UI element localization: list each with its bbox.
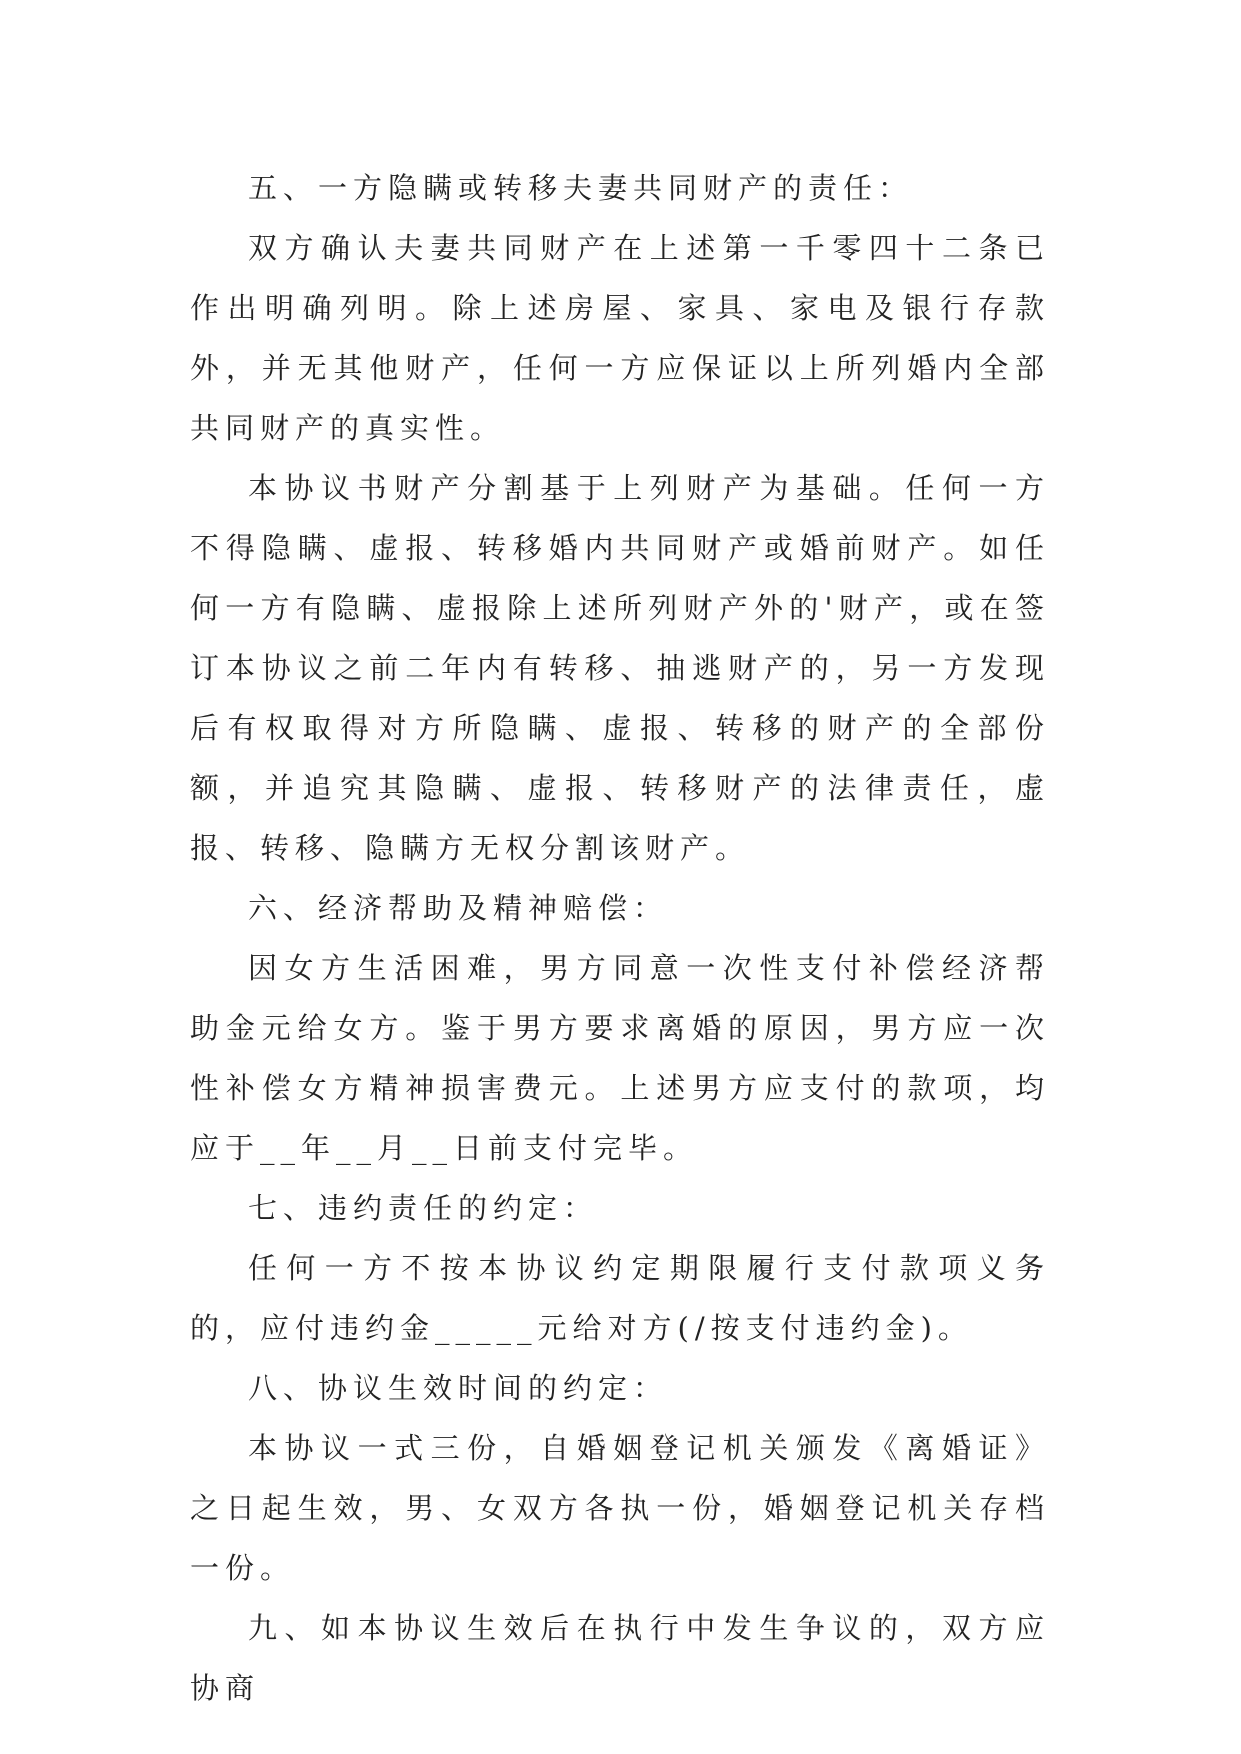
- paragraph: 双方确认夫妻共同财产在上述第一千零四十二条已作出明确列明。除上述房屋、家具、家电及银行存款外，并无其他财产，任何一方应保证以上所列婚内全部共同财产的真实性。: [190, 231, 1050, 445]
- paragraph: 本协议书财产分割基于上列财产为基础。任何一方不得隐瞒、虚报、转移婚内共同财产或婚前财产。如任何一方有隐瞒、虚报除上述所列财产外的'财产，或在签订本协议之前二年内有转移、抽逃财产的，另一方发现后有权取得对方所隐瞒、虚报、转移的财产的全部份额，并追究其隐瞒、虚报、转移财产的法律责任，虚报、转移、隐瞒方无权分割该财产。: [190, 471, 1050, 865]
- section-heading-7: 七、违约责任的约定：: [248, 1191, 599, 1225]
- section-heading-8: 八、协议生效时间的约定：: [248, 1371, 669, 1405]
- section-heading-5: 五、一方隐瞒或转移夫妻共同财产的责任：: [248, 171, 914, 205]
- section-heading-6: 六、经济帮助及精神赔偿：: [248, 891, 669, 925]
- paragraph: 本协议一式三份，自婚姻登记机关颁发《离婚证》之日起生效，男、女双方各执一份，婚姻登记机关存档一份。: [190, 1431, 1050, 1585]
- document-body: [190, 158, 1050, 1718]
- paragraph: 因女方生活困难，男方同意一次性支付补偿经济帮助金元给女方。鉴于男方要求离婚的原因，男方应一次性补偿女方精神损害费元。上述男方应支付的款项，均应于__年__月__日前支付完毕。: [190, 951, 1050, 1165]
- section-heading-9: 九、如本协议生效后在执行中发生争议的，双方应协商: [190, 1611, 1050, 1705]
- paragraph: 任何一方不按本协议约定期限履行支付款项义务的，应付违约金_____元给对方(/按支付违约金)。: [190, 1251, 1050, 1345]
